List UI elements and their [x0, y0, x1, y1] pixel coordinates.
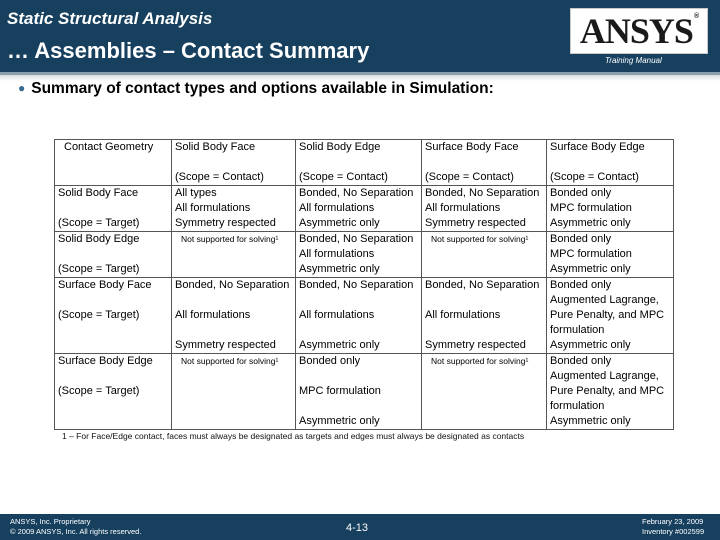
table-cell: Not supported for solving¹ [422, 232, 547, 278]
contact-summary-table [54, 139, 674, 430]
footnote: 1 – For Face/Edge contact, faces must always be designated as targets and edges must always be designated as contacts [62, 431, 525, 441]
table-cell: Not supported for solving¹ [422, 354, 547, 430]
table-cell: Bonded, No Separation All formulations Asymmetric only [296, 186, 422, 232]
ansys-logo [570, 8, 708, 54]
table-cell: All types All formulations Symmetry respected [172, 186, 296, 232]
copyright-notice: ANSYS, Inc. Proprietary © 2009 ANSYS, Inc. All rights reserved. [10, 517, 142, 536]
table-cell: Bonded only MPC formulation Asymmetric only [547, 232, 674, 278]
corner-cell: Contact Geometry [55, 140, 172, 186]
column-header: Surface Body Face (Scope = Contact) [422, 140, 547, 186]
column-header: Surface Body Edge (Scope = Contact) [547, 140, 674, 186]
table-cell: Bonded, No Separation All formulations Asymmetric only [296, 232, 422, 278]
table-cell: Bonded only MPC formulation Asymmetric only [296, 354, 422, 430]
table-row [55, 232, 674, 278]
table-cell: Not supported for solving¹ [172, 232, 296, 278]
table-cell: Bonded, No Separation All formulations Asymmetric only [296, 278, 422, 354]
page-number: 4-13 [346, 522, 369, 534]
table-row [55, 186, 674, 232]
table-cell: Bonded, No Separation All formulations Symmetry respected [422, 278, 547, 354]
column-header: Solid Body Face (Scope = Contact) [172, 140, 296, 186]
bullet-icon: ● [18, 81, 26, 95]
slide-title: … Assemblies – Contact Summary [7, 38, 370, 63]
bullet-point: ● Summary of contact types and options available in Simulation: [18, 80, 494, 97]
table-row [55, 354, 674, 430]
table-cell: Not supported for solving¹ [172, 354, 296, 430]
footer-date-inventory: February 23, 2009 Inventory #002599 [642, 517, 705, 536]
table-cell: Bonded only MPC formulation Asymmetric only [547, 186, 674, 232]
row-header: Surface Body Face (Scope = Target) [55, 278, 172, 354]
row-header: Solid Body Edge (Scope = Target) [55, 232, 172, 278]
column-header: Solid Body Edge (Scope = Contact) [296, 140, 422, 186]
table-cell: Bonded only Augmented Lagrange, Pure Penalty, and MPC formulation Asymmetric only [547, 278, 674, 354]
table-cell: Bonded only Augmented Lagrange, Pure Penalty, and MPC formulation Asymmetric only [547, 354, 674, 430]
training-manual-label: Training Manual [605, 56, 662, 65]
table-cell: Bonded, No Separation All formulations Symmetry respected [422, 186, 547, 232]
row-header: Solid Body Face (Scope = Target) [55, 186, 172, 232]
table-header-row [55, 140, 674, 186]
table-cell: Bonded, No Separation All formulations Symmetry respected [172, 278, 296, 354]
row-header: Surface Body Edge (Scope = Target) [55, 354, 172, 430]
logo-text: ANSYS® [579, 11, 699, 51]
section-title: Static Structural Analysis [7, 9, 213, 28]
table-row [55, 278, 674, 354]
